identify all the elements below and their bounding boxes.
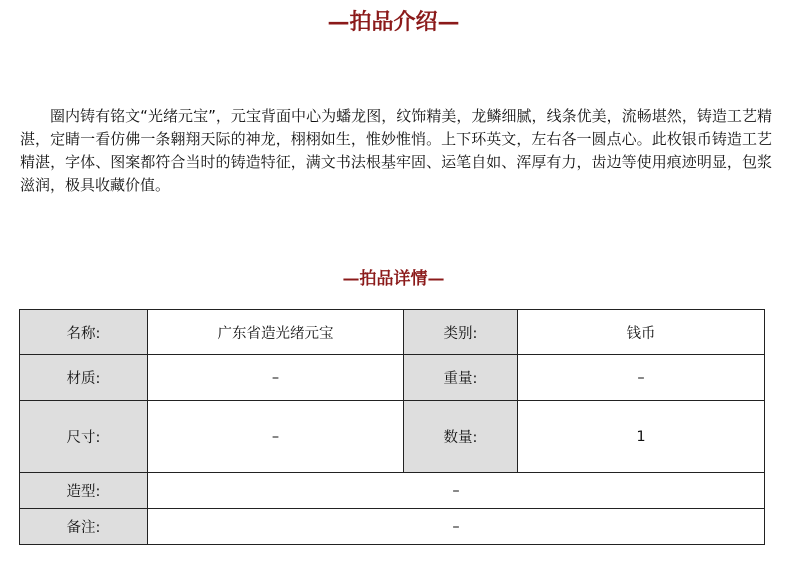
- weight-value: –: [518, 355, 765, 401]
- size-label: 尺寸:: [20, 401, 148, 473]
- category-value: 钱币: [518, 310, 765, 355]
- quantity-value: 1: [518, 401, 765, 473]
- weight-label: 重量:: [404, 355, 518, 401]
- table-row: [20, 509, 765, 545]
- details-table: [19, 309, 765, 545]
- intro-section-title: —拍品介绍—: [327, 9, 460, 35]
- shape-value: –: [148, 473, 765, 509]
- intro-paragraph: 圈内铸有铭文“光绪元宝”，元宝背面中心为蟠龙图，纹饰精美，龙鳞细腻，线条优美，流畅堪然，铸造工艺精湛，定睛一看仿佛一条翱翔天际的神龙，栩栩如生，惟妙惟悄。上下环英文，左右各一圆点心。此枚银币铸造工艺精湛，字体、图案都符合当时的铸造特征，满文书法根基牢固、运笔自如、浑厚有力，齿边等使用痕迹明显，包浆滋润，极具收藏价值。: [20, 107, 772, 194]
- table-row: [20, 310, 765, 355]
- name-value: 广东省造光绪元宝: [148, 310, 404, 355]
- category-label: 类别:: [404, 310, 518, 355]
- size-value: –: [148, 401, 404, 473]
- notes-value: –: [148, 509, 765, 545]
- material-value: –: [148, 355, 404, 401]
- shape-label: 造型:: [20, 473, 148, 509]
- table-row: [20, 473, 765, 509]
- quantity-label: 数量:: [404, 401, 518, 473]
- details-section-title: —拍品详情—: [342, 269, 445, 289]
- name-label: 名称:: [20, 310, 148, 355]
- notes-label: 备注:: [20, 509, 148, 545]
- material-label: 材质:: [20, 355, 148, 401]
- table-row: [20, 401, 765, 473]
- table-row: [20, 355, 765, 401]
